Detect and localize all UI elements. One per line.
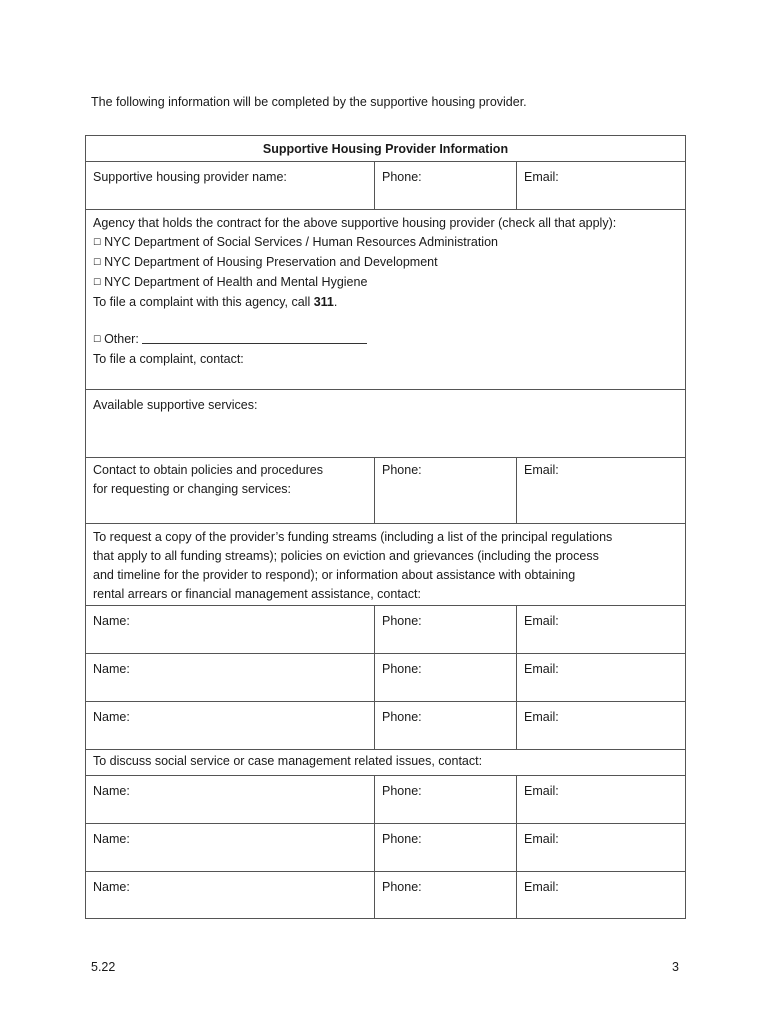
provider-name-field[interactable]: Supportive housing provider name: (93, 170, 287, 184)
intro-text: The following information will be completed by the supportive housing provider. (91, 95, 527, 109)
agency-option-label: NYC Department of Health and Mental Hygiene (104, 275, 368, 289)
provider-row (86, 161, 685, 209)
social-service-row (86, 749, 685, 775)
available-services-field[interactable]: Available supportive services: (93, 398, 258, 412)
agency-option-dohmh[interactable] (93, 273, 678, 293)
checkbox-icon[interactable]: ☐ (93, 238, 102, 248)
page-number: 3 (672, 960, 679, 974)
social-contact-row (86, 775, 685, 823)
contact-phone-field[interactable]: Phone: (374, 654, 516, 701)
contact-name-field[interactable]: Name: (93, 662, 130, 676)
contact-phone-field[interactable]: Phone: (374, 606, 516, 653)
form-title-row (86, 136, 685, 161)
contact-email-field[interactable]: Email: (516, 654, 685, 701)
checkbox-icon[interactable]: ☐ (93, 278, 102, 288)
agency-option-label: NYC Department of Housing Preservation and Development (104, 255, 438, 269)
agency-option-hpd[interactable] (93, 253, 678, 273)
contact-name-field[interactable]: Name: (93, 784, 130, 798)
form-title: Supportive Housing Provider Information (262, 142, 509, 156)
funding-contact-row (86, 653, 685, 701)
agency-complaint-line: To file a complaint with this agency, call 311. (93, 295, 338, 309)
contact-email-field[interactable]: Email: (516, 702, 685, 749)
social-service-text: To discuss social service or case management related issues, contact: (93, 754, 483, 768)
services-row (86, 389, 685, 457)
funding-contact-row (86, 605, 685, 653)
other-label: Other: (104, 332, 139, 346)
provider-email-field[interactable]: Email: (516, 162, 685, 209)
funding-request-row (86, 523, 685, 605)
checkbox-icon[interactable]: ☐ (93, 335, 102, 345)
contact-phone-field[interactable]: Phone: (374, 824, 516, 871)
contact-name-field[interactable]: Name: (93, 880, 130, 894)
agency-option-other[interactable] (93, 330, 678, 350)
contact-email-field[interactable]: Email: (516, 824, 685, 871)
policies-phone-field[interactable]: Phone: (374, 458, 516, 523)
contact-phone-field[interactable]: Phone: (374, 776, 516, 823)
funding-request-text: To request a copy of the provider’s funding streams (including a list of the principal regulations that apply to all funding streams); policies on eviction and grievances (including the process and timeline for the provider to respond); or information about assistance with obtaining rental arrears or financial management assistance, contact: (93, 530, 613, 601)
agency-option-label: NYC Department of Social Services / Human Resources Administration (104, 235, 498, 249)
complaint-number: 311 (313, 295, 334, 309)
social-contact-row (86, 823, 685, 871)
funding-contact-row (86, 701, 685, 749)
agency-prompt: Agency that holds the contract for the above supportive housing provider (check all that apply): (93, 216, 617, 230)
social-contact-row (86, 871, 685, 918)
contact-email-field[interactable]: Email: (516, 872, 685, 918)
contact-name-field[interactable]: Name: (93, 614, 130, 628)
contact-name-field[interactable]: Name: (93, 710, 130, 724)
provider-phone-field[interactable]: Phone: (374, 162, 516, 209)
provider-information-form (85, 135, 686, 919)
agency-section (86, 209, 685, 389)
contact-email-field[interactable]: Email: (516, 776, 685, 823)
contact-name-field[interactable]: Name: (93, 832, 130, 846)
other-agency-input[interactable] (142, 331, 367, 344)
policies-email-field[interactable]: Email: (516, 458, 685, 523)
policies-row (86, 457, 685, 523)
contact-phone-field[interactable]: Phone: (374, 702, 516, 749)
agency-option-dss[interactable] (93, 233, 678, 253)
contact-email-field[interactable]: Email: (516, 606, 685, 653)
contact-phone-field[interactable]: Phone: (374, 872, 516, 918)
form-version: 5.22 (91, 960, 116, 974)
checkbox-icon[interactable]: ☐ (93, 258, 102, 268)
policies-contact-field[interactable]: Contact to obtain policies and procedures for requesting or changing services: (93, 463, 324, 496)
other-complaint-line: To file a complaint, contact: (93, 352, 244, 366)
